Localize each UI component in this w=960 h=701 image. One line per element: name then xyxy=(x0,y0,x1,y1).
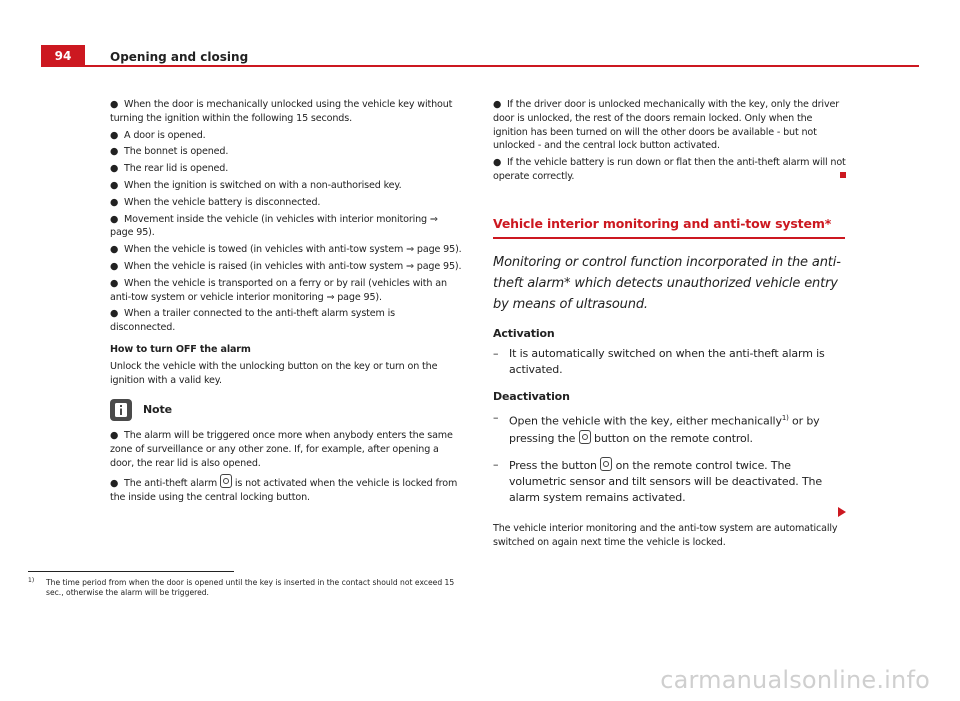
section-intro: Monitoring or control function incorporated in the anti-theft alarm* which detects unauthorized vehicle entry by means of ultrasound. xyxy=(493,254,841,312)
info-note-icon xyxy=(110,399,132,421)
list-item: ● When the vehicle is transported on a ferry or by rail (vehicles with an anti-tow system or vehicle interior monitoring ⇒ page 95). xyxy=(110,277,447,303)
list-item: ● If the vehicle battery is run down or flat then the anti-theft alarm will not operate correctly. xyxy=(493,157,846,182)
list-item: ● If the driver door is unlocked mechanically with the key, only the driver door is unlocked, the rest of the doors remain locked. Only when the ignition has been turned on will the other doors be available - but not unlocked - and the central lock button activated. xyxy=(493,99,840,152)
list-item: ● When a trailer connected to the anti-theft alarm system is disconnected. xyxy=(110,308,396,334)
page-number: 94 xyxy=(41,45,85,67)
list-item: ● The rear lid is opened. xyxy=(110,163,229,175)
anti-theft-alarm-icon xyxy=(220,474,232,488)
activation-heading: Activation xyxy=(493,326,555,340)
note-header xyxy=(110,399,462,421)
deactivation-step: – Press the button on the remote control twice. The volumetric sensor and tilt sensors will be deactivated. The alarm system remains activated. xyxy=(493,457,822,504)
note-label: Note xyxy=(143,403,172,417)
list-item: ● When the vehicle battery is disconnected. xyxy=(110,196,321,208)
footnote-rule xyxy=(28,571,234,572)
list-item: ● The bonnet is opened. xyxy=(110,146,229,158)
list-item: ● Movement inside the vehicle (in vehicles with interior monitoring ⇒ page 95). xyxy=(110,213,438,239)
note-item: ● The anti-theft alarm is not activated when the vehicle is locked from the inside using the central locking button. xyxy=(110,474,462,505)
section-end-marker xyxy=(840,172,846,178)
list-item: ● When the vehicle is towed (in vehicles with anti-tow system ⇒ page 95). xyxy=(110,244,462,256)
list-item: ● A door is opened. xyxy=(110,129,206,141)
left-column xyxy=(110,98,462,507)
continue-arrow-icon xyxy=(838,507,846,517)
activation-step: – It is automatically switched on when the anti-theft alarm is activated. xyxy=(493,347,825,377)
list-item: ● When the ignition is switched on with a non-authorised key. xyxy=(110,179,402,191)
off-text: Unlock the vehicle with the unlocking button on the key or turn on the ignition with a valid key. xyxy=(110,360,438,386)
unlock-button-icon xyxy=(579,430,591,444)
watermark: carmanualsonline.info xyxy=(660,666,930,694)
footnote-marker: 1) xyxy=(28,577,35,584)
unlock-button-icon xyxy=(600,457,612,471)
trigger-list xyxy=(110,98,462,335)
footnote-text: The time period from when the door is opened until the key is inserted in the contact should not exceed 15 sec., otherwise the alarm will be triggered. xyxy=(46,578,455,597)
footnote xyxy=(28,578,468,598)
chapter-title: Opening and closing xyxy=(110,50,249,64)
off-heading: How to turn OFF the alarm xyxy=(110,343,251,355)
deactivation-heading: Deactivation xyxy=(493,390,570,404)
deactivation-step: – Open the vehicle with the key, either mechanically$^{1)}$ or by pressing the button on the remote control. xyxy=(493,411,820,445)
note-item: ● The alarm will be triggered once more when anybody enters the same zone of surveillance or any other zone. If, for example, after opening a door, the rear lid is also opened. xyxy=(110,430,453,469)
right-column xyxy=(493,98,849,549)
section-title: Vehicle interior monitoring and anti-tow system* xyxy=(493,215,832,231)
list-item: ● When the vehicle is raised (in vehicles with anti-tow system ⇒ page 95). xyxy=(110,260,462,272)
footnote-ref: 1) xyxy=(781,414,789,423)
section-rule xyxy=(493,237,845,239)
closing-paragraph: The vehicle interior monitoring and the anti-tow system are automatically switched on again next time the vehicle is locked. xyxy=(493,522,838,548)
header-rule xyxy=(85,65,919,67)
list-item: ● When the door is mechanically unlocked using the vehicle key without turning the ignition within the following 15 seconds. xyxy=(110,99,453,124)
